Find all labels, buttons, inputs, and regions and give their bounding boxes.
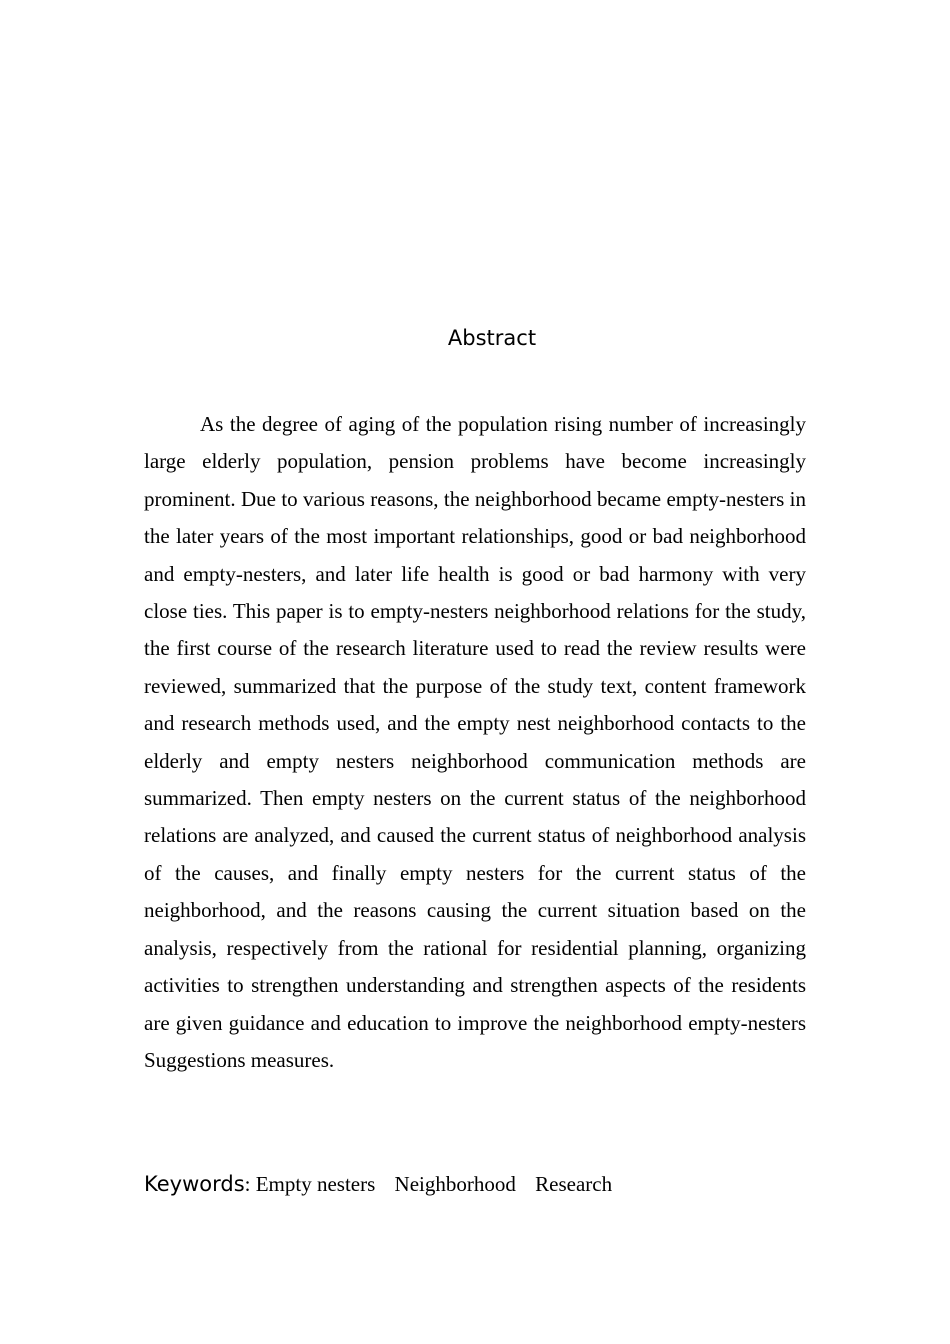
keywords-line: [144, 1168, 806, 1200]
keywords-label: Keywords: [144, 1172, 245, 1196]
keywords-separator: :: [244, 1172, 251, 1196]
keyword-term: Research: [535, 1172, 613, 1196]
keyword-term: Neighborhood: [394, 1172, 516, 1196]
keyword-term: Empty nesters: [255, 1172, 376, 1196]
abstract-title: Abstract: [447, 326, 537, 350]
abstract-body: As the degree of aging of the population rising number of increasingly large elderly population, pension problems have become increasingly prominent. Due to various reasons, the neighborhood became empty-nesters in the later years of the most important relationships, good or bad neighborhood and empty-nesters, and later life health is good or bad harmony with very close ties. This paper is to empty-nesters neighborhood relations for the study, the first course of the research literature used to read the review results were reviewed, summarized that the purpose of the study text, content framework and research methods used, and the empty nest neighborhood contacts to the elderly and empty nesters neighborhood communication methods are summarized. Then empty nesters on the current status of the neighborhood relations are analyzed, and caused the current status of neighborhood analysis of the causes, and finally empty nesters for the current status of the neighborhood, and the reasons causing the current situation based on the analysis, respectively from the rational for residential planning, organizing activities to strengthen understanding and strengthen aspects of the residents are given guidance and education to improve the neighborhood empty-nesters Suggestions measures.: [144, 412, 806, 1072]
